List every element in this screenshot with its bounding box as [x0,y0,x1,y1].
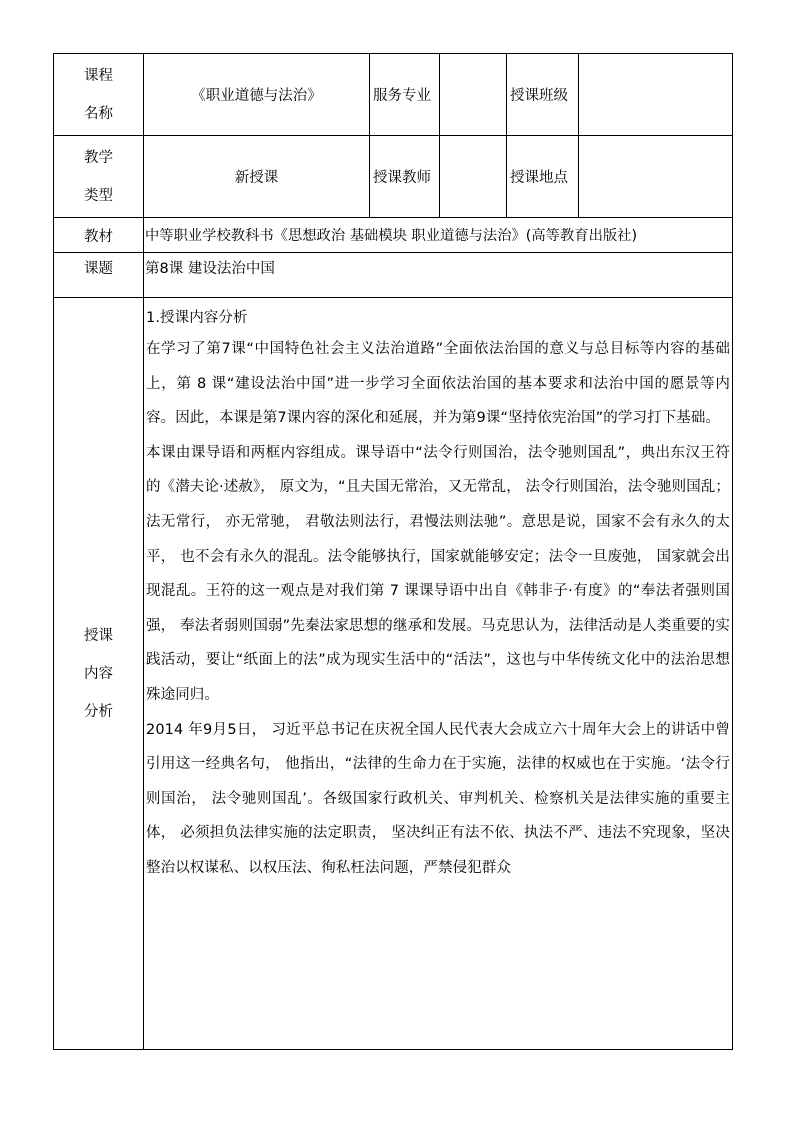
content-paragraph-1: 在学习了第7课“中国特色社会主义法治道路”全面依法治国的意义与总目标等内容的基础上，第 8 课“建设法治中国”进一步学习全面依法治国的基本要求和法治中国的愿景等内容。因此，本课是第7课内容的深化和延展，并为第9课“坚持依宪治国”的学习打下基础。 [146,341,730,427]
row-textbook [54,218,733,253]
teaching-type-label-line1: 教学 [84,149,113,166]
place-label: 授课地点 [507,136,579,218]
teaching-type-label-cell [54,136,144,218]
row-teaching-type [54,136,733,218]
teaching-type-label-line2: 类型 [84,187,113,204]
content-analysis-label-line2: 内容 [84,665,113,682]
textbook-value: 中等职业学校教科书《思想政治 基础模块 职业道德与法治》(高等教育出版社) [144,218,733,253]
teaching-type-value: 新授课 [144,136,370,218]
service-major-label: 服务专业 [370,54,440,136]
course-name-label-cell [54,54,144,136]
content-analysis-label-cell [54,298,144,1050]
lesson-plan-table [53,53,733,1050]
place-value[interactable] [579,136,733,218]
row-topic [54,253,733,298]
content-analysis-body [144,298,733,1050]
content-paragraph-3: 2014 年9月5日， 习近平总书记在庆祝全国人民代表大会成立六十周年大会上的讲话中曾引用这一经典名句， 他指出，“法律的生命力在于实施，法律的权威也在于实施。‘法令行则国治， 法令驰则国乱’。各级国家行政机关、审判机关、检察机关是法律实施的重要主体， 必须担负法律实施的法定职责， 坚决纠正有法不依、执法不严、违法不究现象，坚决整治以权谋私、以权压法、徇私枉法问题，严禁侵犯群众 [146,721,730,876]
textbook-label: 教材 [54,218,144,253]
content-analysis-label-line3: 分析 [84,703,113,720]
topic-label: 课题 [54,253,144,298]
teacher-label: 授课教师 [370,136,440,218]
service-major-value[interactable] [440,54,507,136]
row-course-name [54,54,733,136]
topic-value: 第8课 建设法治中国 [144,253,733,298]
teacher-value[interactable] [440,136,507,218]
content-paragraph-2: 本课由课导语和两框内容组成。课导语中“法令行则国治，法令驰则国乱”，典出东汉王符的《潜夫论·述赦》， 原文为，“且夫国无常治，又无常乱， 法令行则国治，法令驰则国乱；法无常行， 亦无常驰， 君敬法则法行，君慢法则法驰”。意思是说，国家不会有永久的太平， 也不会有永久的混乱。法令能够执行，国家就能够安定；法令一旦废弛， 国家就会出现混乱。王符的这一观点是对我们第 7 课课导语中出自《韩非子·有度》的“奉法者强则国强， 奉法者弱则国弱”先秦法家思想的继承和发展。马克思认为，法律活动是人类重要的实践活动，要让“纸面上的法”成为现实生活中的“活法”，这也与中华传统文化中的法治思想殊途同归。 [146,444,730,703]
row-content-analysis [54,298,733,1050]
content-analysis-label-line1: 授课 [84,627,113,644]
content-analysis-heading: 1.授课内容分析 [146,310,248,326]
course-name-value: 《职业道德与法治》 [144,54,370,136]
course-name-label-line1: 课程 [84,67,113,84]
class-value[interactable] [579,54,733,136]
course-name-label-line2: 名称 [84,105,113,122]
class-label: 授课班级 [507,54,579,136]
